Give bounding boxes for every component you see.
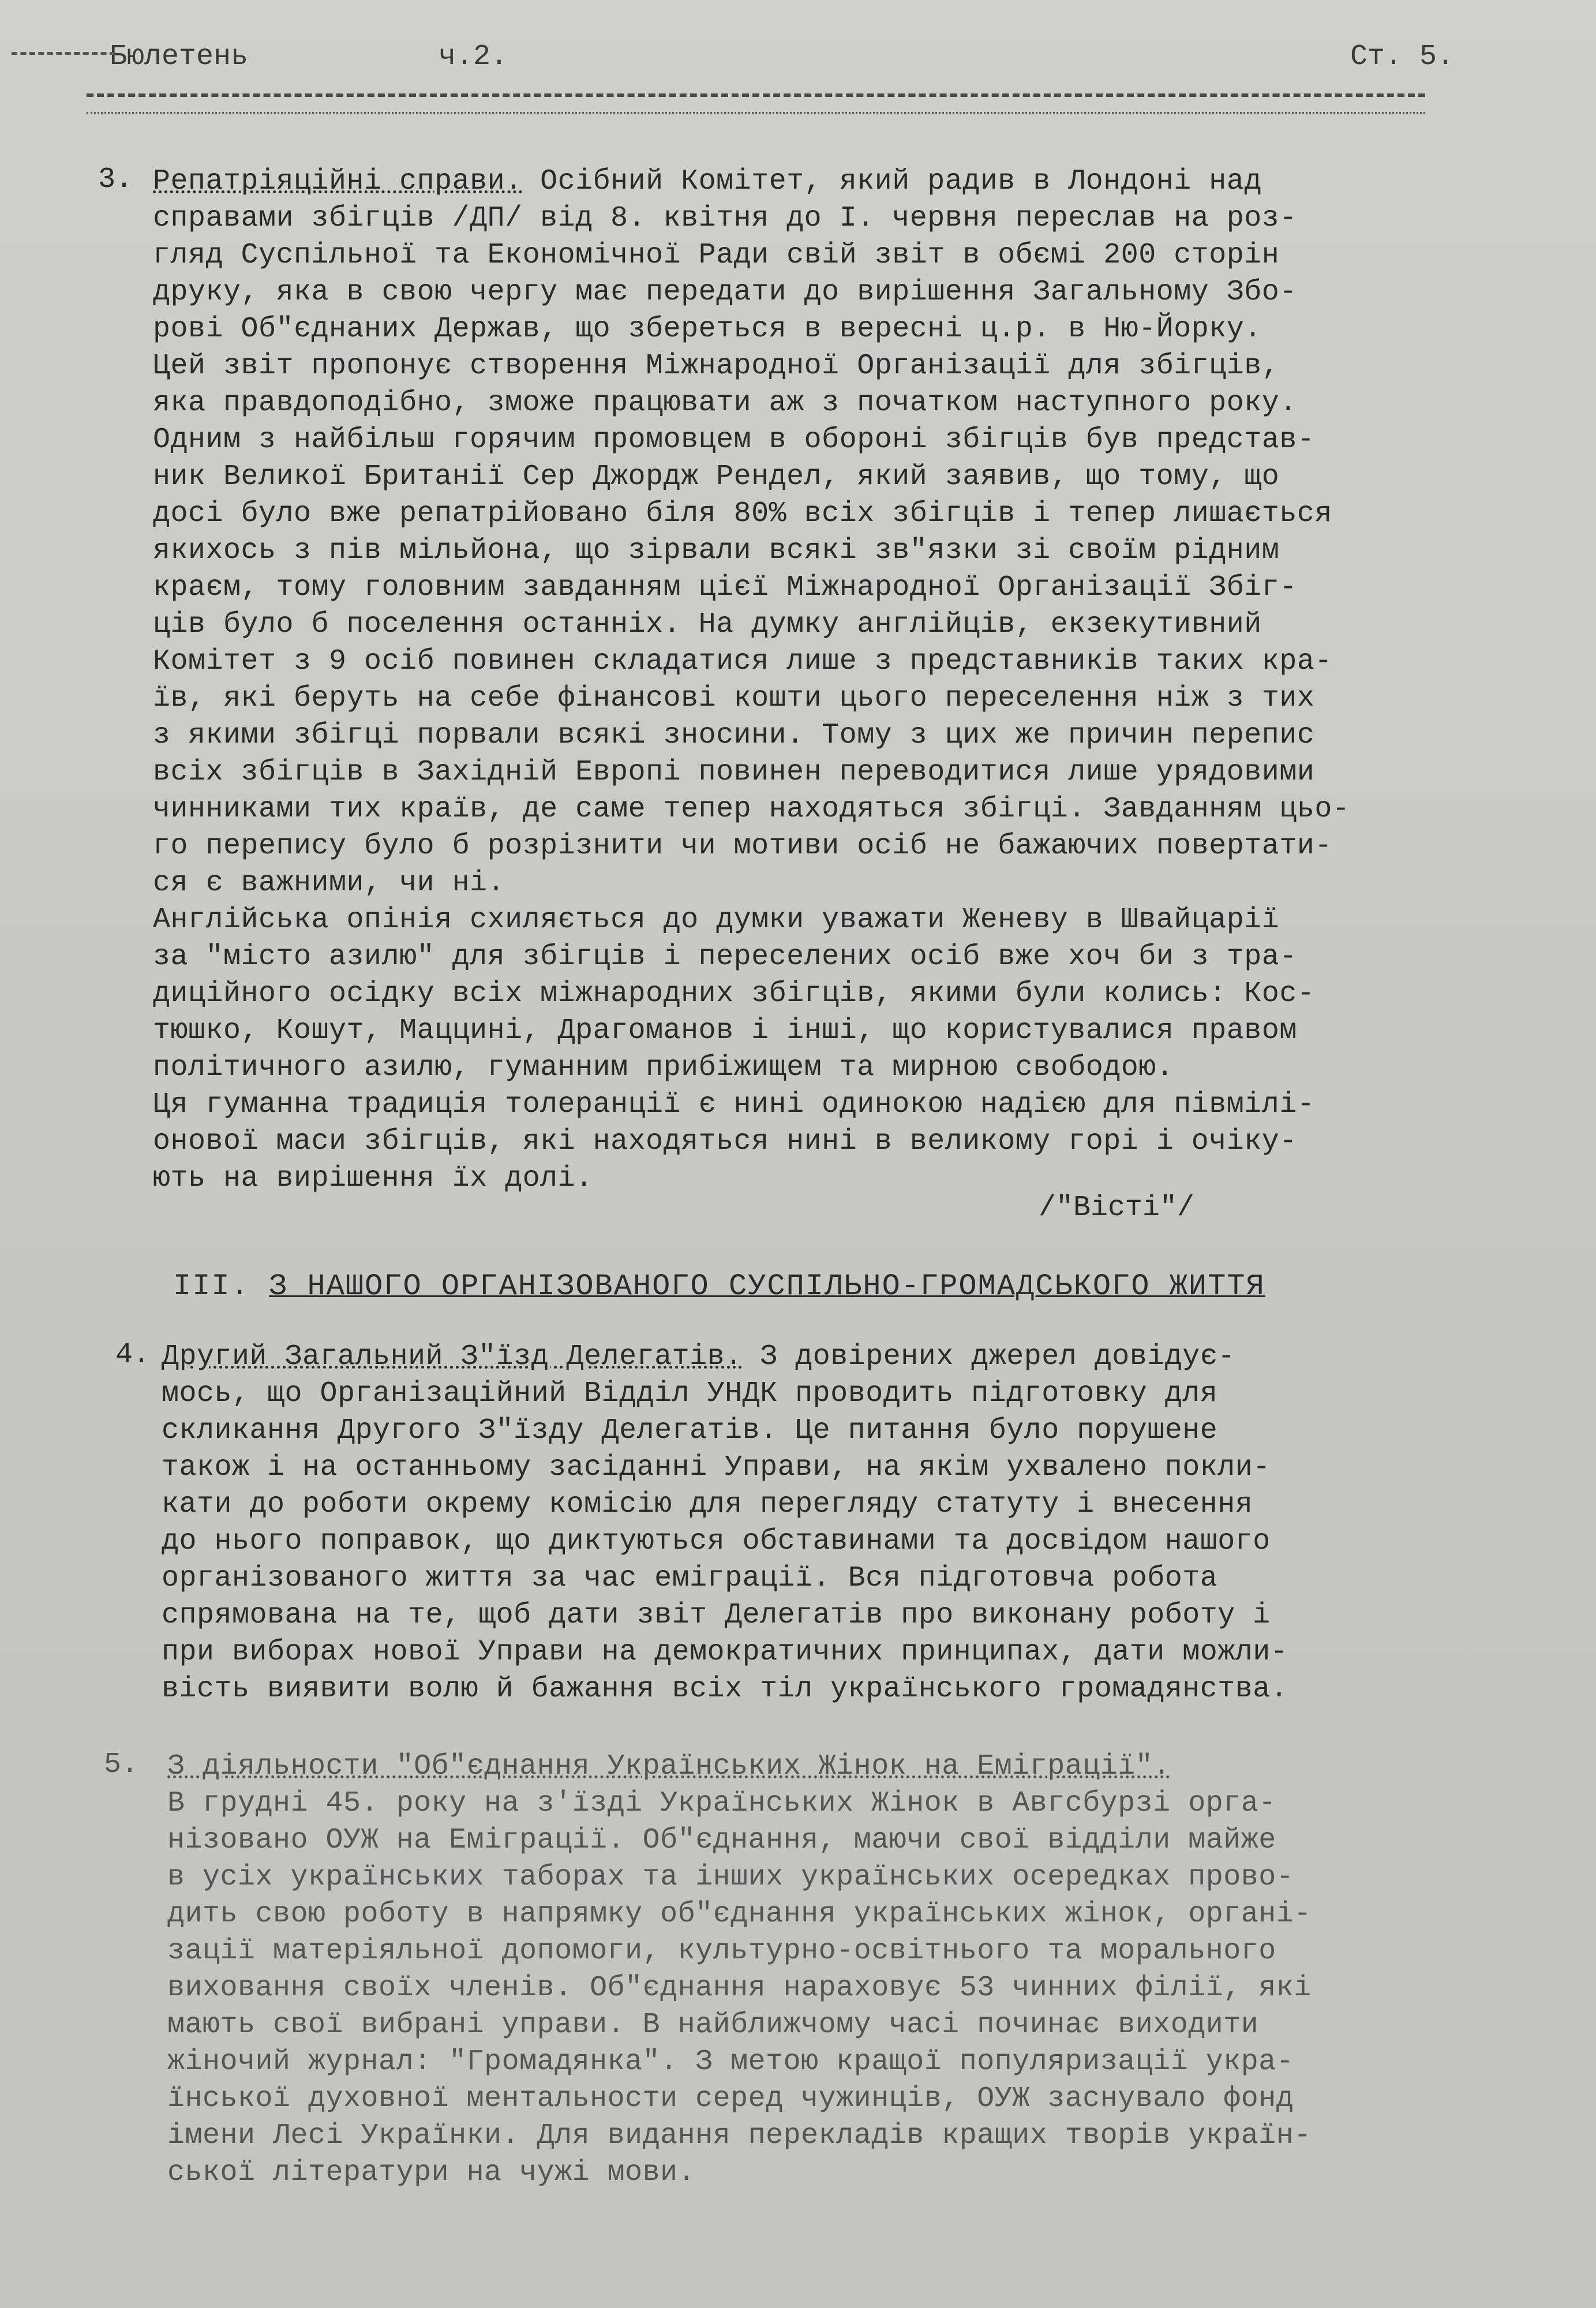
section-3-line: рові Об"єднаних Держав, що збереться в вересні ц.р. в Ню-Йорку. xyxy=(153,313,1262,346)
section-3-line: Ця гуманна традиція толеранції є нині одинокою надією для півмілі- xyxy=(153,1088,1315,1121)
section-5-line: в усіх українських таборах та інших українських осередках прово- xyxy=(167,1861,1294,1894)
section-5-line: їнської духовної ментальности серед чужинців, ОУЖ заснувало фонд xyxy=(167,2082,1294,2115)
section-5-line: зації матеріяльної допомоги, культурно-освітнього та морального xyxy=(167,1935,1276,1968)
section-3-line: го перепису було б розрізнити чи мотиви осіб не бажаючих повертати- xyxy=(153,830,1332,863)
section-5-line: В грудні 45. року на з'їзді Українських Жінок в Авгсбурзі орга- xyxy=(167,1787,1276,1820)
section-3-line: тюшко, Кошут, Маццині, Драгоманов і інші, що користувалися правом xyxy=(153,1014,1297,1047)
section-4-line: при виборах нової Управи на демократичних принципах, дати можли- xyxy=(162,1636,1288,1669)
section-4-number: 4. xyxy=(115,1339,151,1372)
section-5-number: 5. xyxy=(104,1748,139,1781)
section-4 xyxy=(115,1339,1512,1708)
section-5-line: дить свою роботу в напрямку об"єднання українських жінок, органі- xyxy=(167,1898,1312,1931)
section-3-line: досі було вже репатрійовано біля 80% всіх збігців і тепер лишається xyxy=(153,497,1332,530)
section-3-number: 3. xyxy=(98,163,133,196)
section-3-line: Цей звіт пропонує створення Міжнародної Організації для збігців, xyxy=(153,350,1280,383)
section-4-first-text: З довірених джерел довідує- xyxy=(760,1340,1235,1373)
section-4-line: скликання Другого З"їзду Делегатів. Це питання було порушене xyxy=(162,1414,1218,1447)
header-page-number: Ст. 5. xyxy=(1350,40,1454,73)
section-5-line: імени Лесі Українки. Для видання перекладів кращих творів україн- xyxy=(167,2119,1312,2152)
section-3-line: Одним з найбільш горячим промовцем в обороні збігців був представ- xyxy=(153,424,1315,456)
section-heading-number: III. xyxy=(173,1269,250,1303)
section-5-line: мають свої вибрані управи. В найближчому часі починає виходити xyxy=(167,2009,1259,2041)
section-4-line: кати до роботи окрему комісію для перегляду статуту і внесення xyxy=(162,1488,1253,1521)
section-3-line: друку, яка в свою чергу має передати до вирішення Загальному Збо- xyxy=(153,276,1297,309)
section-3-line: ців було б поселення останніх. На думку англійців, екзекутивний xyxy=(153,608,1262,641)
section-4-line: спрямована на те, щоб дати звіт Делегатів про виконану роботу і xyxy=(162,1599,1271,1632)
section-5-body xyxy=(167,1748,1500,2191)
section-5-line: жіночий журнал: "Громадянка". З метою кращої популяризації укра- xyxy=(167,2045,1294,2078)
section-5-line: нізовано ОУЖ на Еміграції. Об"єднання, маючи свої відділи майже xyxy=(167,1824,1276,1857)
section-3-title: Репатріяційні справи. xyxy=(153,165,523,198)
header-decorative-dash xyxy=(12,52,115,58)
section-4-line: також і на останньому засіданні Управи, на якім ухвалено покли- xyxy=(162,1451,1271,1484)
section-3 xyxy=(98,163,1494,1197)
header-part-number: ч.2. xyxy=(439,40,508,73)
section-3-line: онової маси збігців, які находяться нині в великому горі і очіку- xyxy=(153,1125,1297,1158)
section-3-line: гляд Суспільної та Економічної Ради свій звіт в обємі 200 сторін xyxy=(153,239,1280,272)
section-3-line: ся є важними, чи ні. xyxy=(153,867,505,900)
page-header xyxy=(110,40,1454,92)
section-3-line: за "місто азилю" для збігців і переселених осіб вже хоч би з тра- xyxy=(153,941,1297,973)
section-3-first-text: Осібний Комітет, який радив в Лондоні над xyxy=(540,165,1262,198)
section-4-line: вість виявити волю й бажання всіх тіл українського громадянства. xyxy=(162,1673,1288,1706)
section-3-line: ють на вирішення їх долі. xyxy=(153,1162,593,1195)
section-3-line: ник Великої Британії Сер Джордж Рендел, який заявив, що тому, що xyxy=(153,460,1280,493)
section-3-line: якихось з пів мільйона, що зірвали всякі зв"язки зі своїм рідним xyxy=(153,534,1280,567)
section-5 xyxy=(104,1748,1500,2191)
header-divider xyxy=(87,93,1425,114)
section-3-line: їв, які беруть на себе фінансові кошти цього переселення ніж з тих xyxy=(153,682,1315,715)
section-4-line: мось, що Організаційний Відділ УНДК проводить підготовку для xyxy=(162,1377,1218,1410)
header-bulletin-label: Бюлетень xyxy=(110,40,249,73)
section-3-line: диційного осідку всіх міжнародних збігців, якими були колись: Кос- xyxy=(153,977,1315,1010)
section-3-line: з якими збігці порвали всякі зносини. Тому з цих же причин перепис xyxy=(153,719,1315,752)
section-3-line: яка правдоподібно, зможе працювати аж з початком наступного року. xyxy=(153,387,1297,419)
section-3-line: Комітет з 9 осіб повинен складатися лише з представників таких кра- xyxy=(153,645,1332,678)
section-5-line: виховання своїх членів. Об"єднання нараховує 53 чинних філії, які xyxy=(167,1972,1312,2004)
section-4-line xyxy=(162,1339,1512,1376)
section-3-line: чинниками тих країв, де саме тепер находяться збігці. Завданням цьо- xyxy=(153,793,1350,826)
section-3-line: Англійська опінія схиляється до думки уважати Женеву в Швайцарії xyxy=(153,904,1280,936)
section-3-line: справами збігців /ДП/ від 8. квітня до I. червня переслав на роз- xyxy=(153,202,1297,235)
section-3-line xyxy=(153,163,1494,200)
section-3-body xyxy=(153,163,1494,1197)
section-4-body xyxy=(162,1339,1512,1708)
section-3-line: всіх збігців в Західній Европі повинен переводитися лише урядовими xyxy=(153,756,1315,789)
section-4-line: до нього поправок, що диктуються обставинами та досвідом нашого xyxy=(162,1525,1271,1558)
section-3-line: краєм, тому головним завданням цієї Міжнародної Організації Збіг- xyxy=(153,571,1297,604)
section-heading xyxy=(173,1269,1265,1303)
source-signature: /"Вісті"/ xyxy=(1039,1192,1195,1224)
section-4-line: організованого життя за час еміграції. Вся підготовча робота xyxy=(162,1562,1218,1595)
section-4-title: Другий Загальний З"їзд Делегатів. xyxy=(162,1340,743,1373)
section-heading-text: З НАШОГО ОРГАНІЗОВАНОГО СУСПІЛЬНО-ГРОМАДСЬКОГО ЖИТТЯ xyxy=(269,1269,1265,1303)
section-5-title: З діяльности "Об"єднання Українських Жінок на Еміграції". xyxy=(167,1750,1171,1783)
section-5-line: ської літератури на чужі мови. xyxy=(167,2156,696,2189)
section-3-line: політичного азилю, гуманним прибіжищем та мирною свободою. xyxy=(153,1051,1174,1084)
